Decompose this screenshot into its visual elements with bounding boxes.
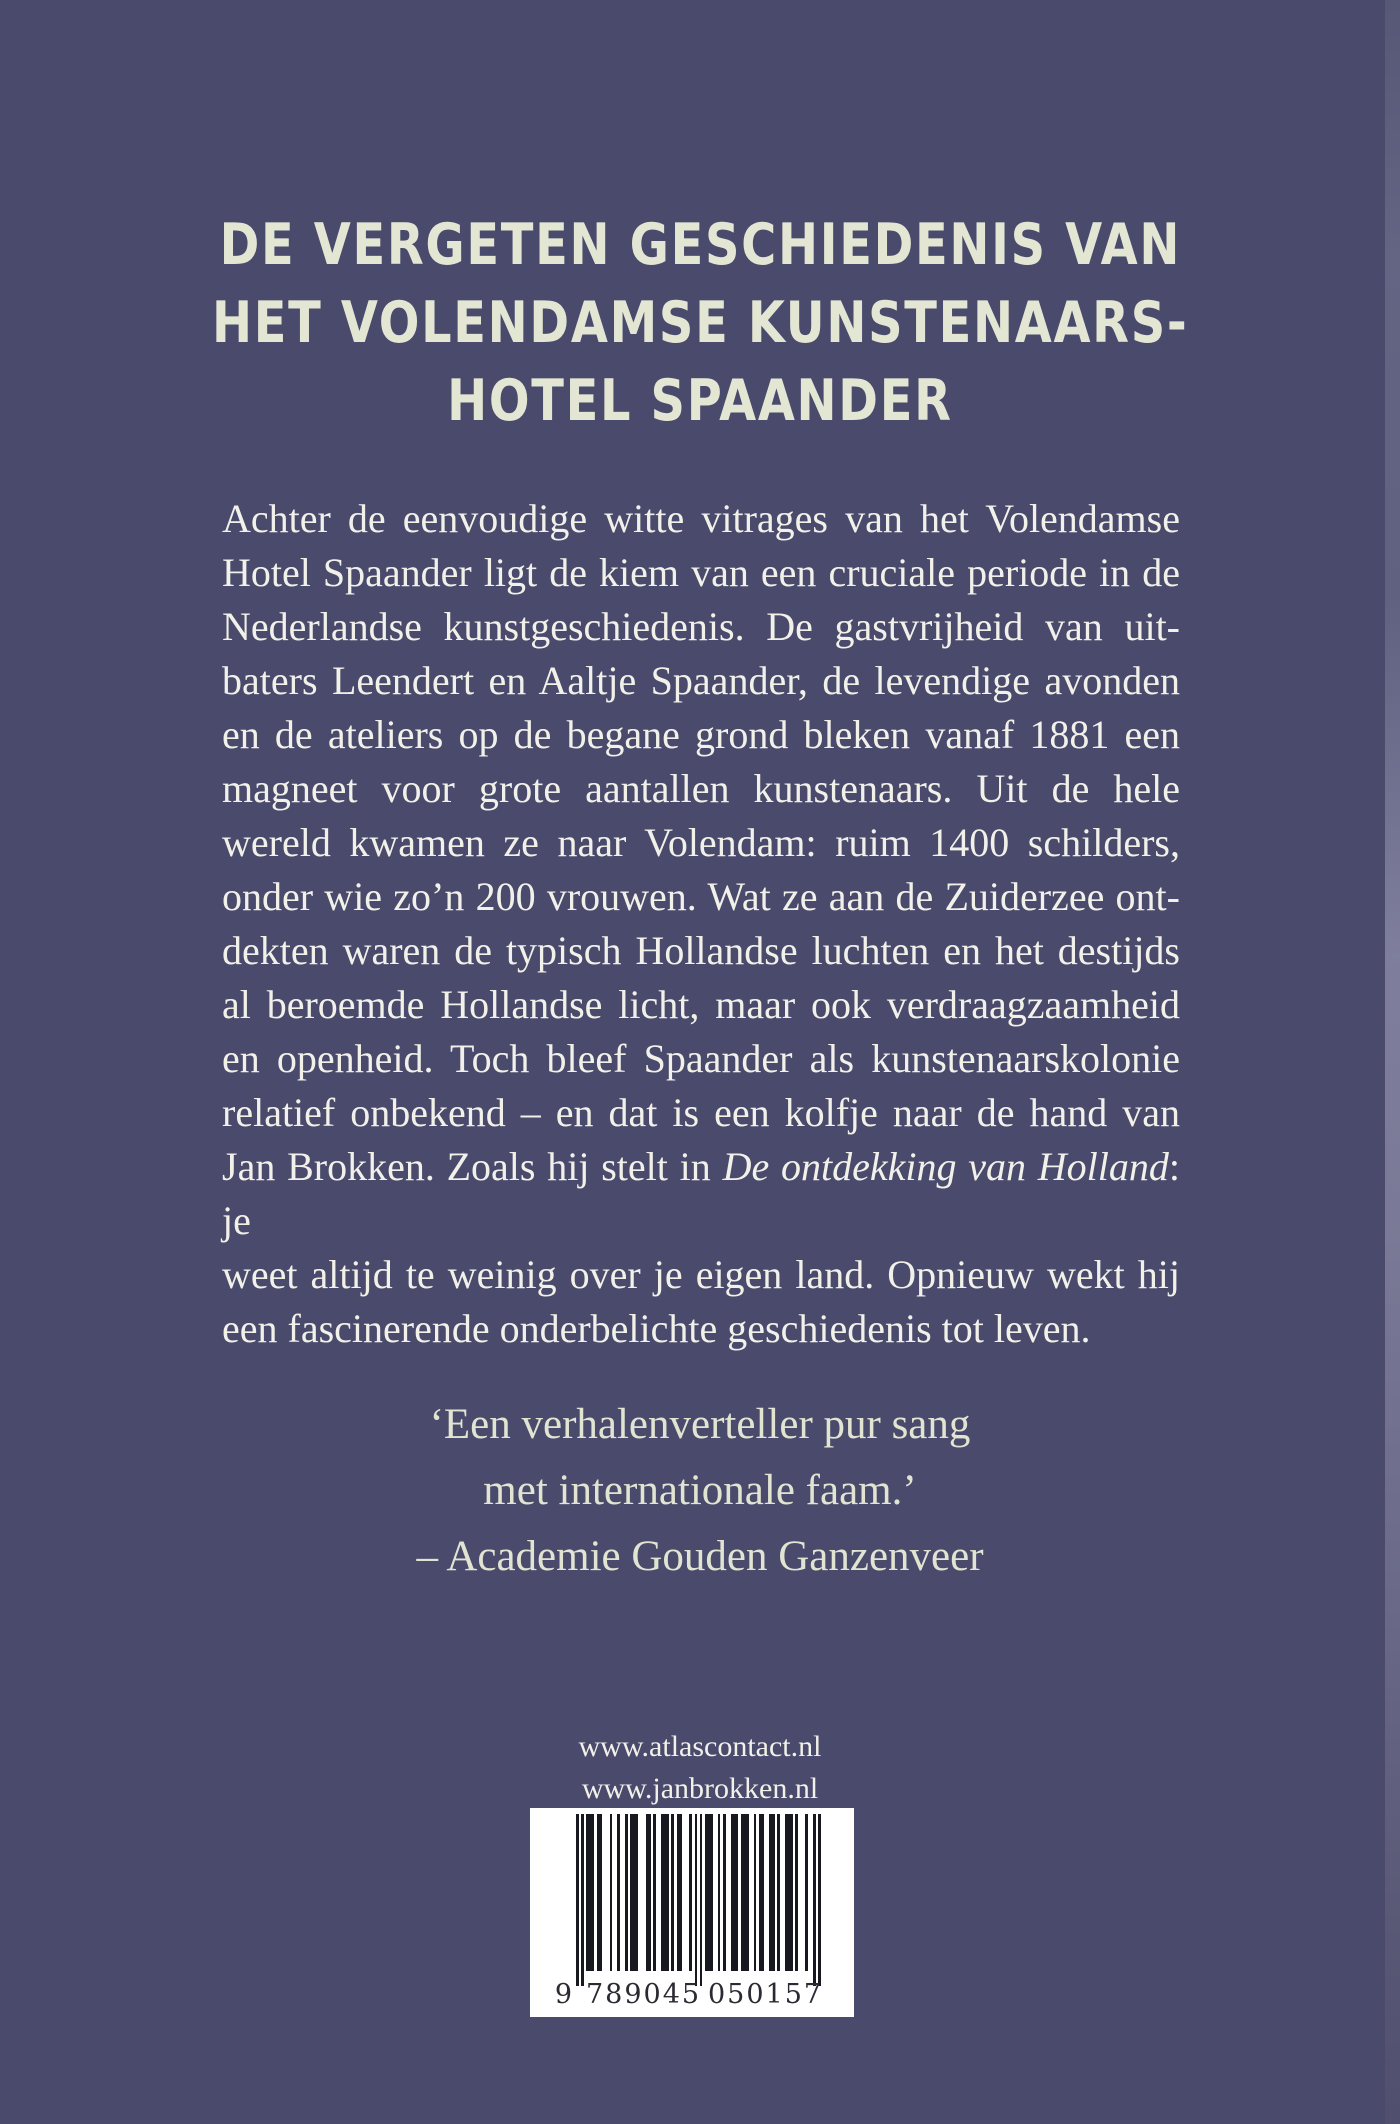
blurb-line: en openheid. Toch bleef Spaander als kunstenaarskolonie	[222, 1036, 1180, 1081]
publisher-url: www.atlascontact.nl	[578, 1730, 822, 1763]
barcode	[530, 1808, 854, 2017]
blurb-line: Achter de eenvoudige witte vitrages van het Volendamse	[222, 496, 1180, 541]
blurb-line: en de ateliers op de begane grond bleken vanaf 1881 een	[222, 712, 1180, 757]
website-urls	[0, 1726, 1400, 1810]
blurb-line-post: : je	[222, 1144, 1180, 1243]
title-line: HOTEL SPAANDER	[447, 368, 953, 434]
barcode-bars	[576, 1814, 822, 1986]
book-title-italic: De ontdekking van Holland	[722, 1144, 1169, 1189]
quote-line: ‘Een verhalenverteller pur sang	[429, 1401, 971, 1448]
blurb-line: Nederlandse kunstgeschiedenis. De gastvrijheid van uit-	[222, 604, 1180, 649]
blurb-line: al beroemde Hollandse licht, maar ook verdraagzaamheid	[222, 982, 1180, 1027]
blurb-line: weet altijd te weinig over je eigen land. Opnieuw wekt hij	[222, 1252, 1180, 1297]
blurb-line: dekten waren de typisch Hollandse luchten en het destijds	[222, 928, 1180, 973]
blurb-line-pre: Jan Brokken. Zoals hij stelt in	[222, 1144, 723, 1189]
blurb-line-with-italic	[222, 1140, 1180, 1248]
blurb-line: een fascinerende onderbelichte geschiedenis tot leven.	[222, 1306, 1091, 1351]
blurb-line: relatief onbekend – en dat is een kolfje naar de hand van	[222, 1090, 1180, 1135]
blurb-line: onder wie zo’n 200 vrouwen. Wat ze aan de Zuiderzee ont-	[222, 874, 1180, 919]
review-quote	[0, 1392, 1400, 1590]
blurb-line: wereld kwamen ze naar Volendam: ruim 1400 schilders,	[222, 820, 1180, 865]
blurb-line: magneet voor grote aantallen kunstenaars. Uit de hele	[222, 766, 1180, 811]
blurb-text	[222, 492, 1180, 1356]
barcode-digits	[530, 1979, 854, 2011]
blurb-line: baters Leendert en Aaltje Spaander, de levendige avonden	[222, 658, 1180, 703]
title-line: DE VERGETEN GESCHIEDENIS VAN	[219, 212, 1181, 278]
back-cover-title	[0, 206, 1400, 440]
blurb-line: Hotel Spaander ligt de kiem van een cruciale periode in de	[222, 550, 1180, 595]
isbn-digit-first: 9	[554, 1979, 572, 2010]
isbn-digits-left: 789045	[586, 1979, 702, 2010]
quote-attribution: – Academie Gouden Ganzenveer	[416, 1533, 984, 1580]
title-line: HET VOLENDAMSE KUNSTENAARS-	[211, 290, 1189, 356]
quote-line: met internationale faam.’	[483, 1467, 917, 1514]
author-url: www.janbrokken.nl	[581, 1772, 819, 1805]
isbn-digits-right: 050157	[708, 1979, 824, 2010]
